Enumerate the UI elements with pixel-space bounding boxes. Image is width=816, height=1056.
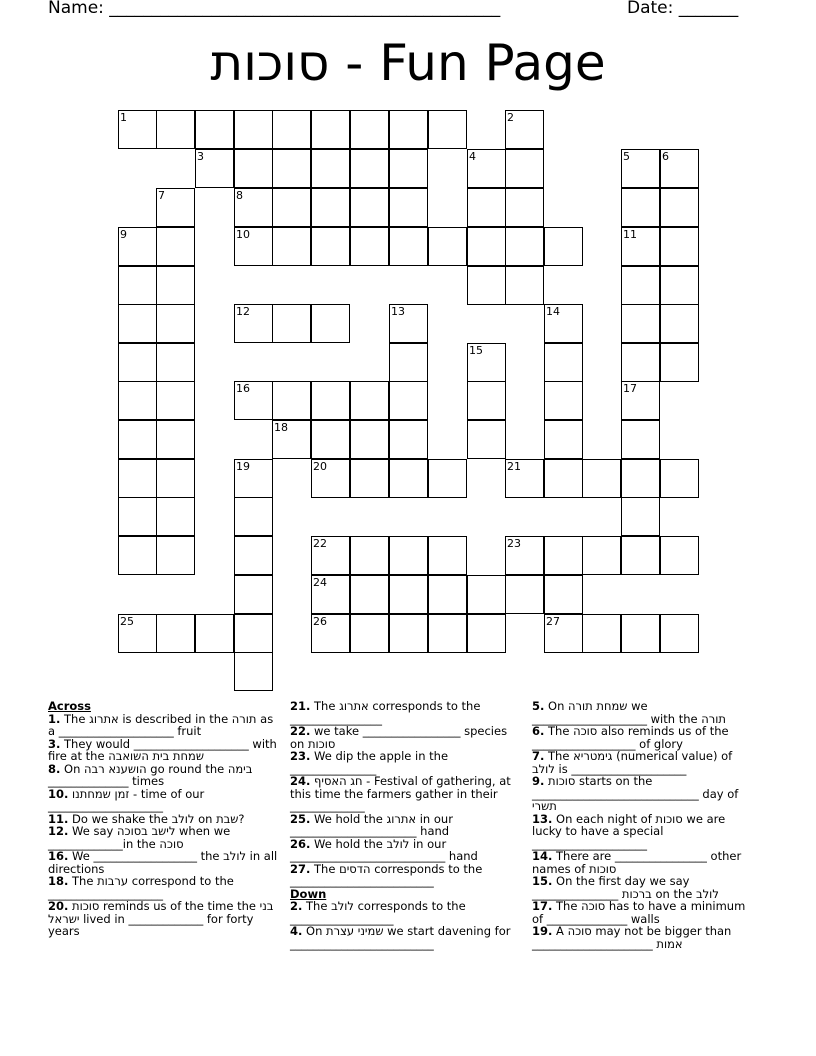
clue-number-20: 20	[313, 460, 327, 473]
clue-number-18: 18	[274, 421, 288, 434]
clue-text: זמן שמחתנו - time of our ____________________	[48, 786, 208, 813]
crossword-cell[interactable]	[156, 304, 195, 343]
crossword-cell[interactable]	[544, 459, 583, 498]
crossword-cell[interactable]	[311, 149, 350, 188]
crossword-cell[interactable]	[350, 110, 389, 149]
crossword-cell[interactable]	[118, 304, 157, 343]
clue-item	[290, 813, 515, 838]
clue-number-27: 27	[546, 615, 560, 628]
crossword-cell[interactable]	[156, 536, 195, 575]
crossword-cell[interactable]	[118, 536, 157, 575]
clue-text: we take _________________ species on סוכות	[290, 724, 511, 751]
crossword-cell[interactable]	[118, 343, 157, 382]
crossword-cell[interactable]	[660, 266, 699, 305]
clue-item	[290, 750, 515, 775]
crossword-cell[interactable]	[505, 575, 544, 614]
clue-text: On הושענא רבה go round the בימה ______________ times	[48, 761, 257, 788]
clue-text: They would ____________________ with fire at the שמחת בית השואבה	[48, 736, 281, 763]
clue-text: We dip the apple in the _______________	[290, 749, 452, 776]
date-field[interactable]: Date: _______	[627, 0, 739, 18]
crossword-cell[interactable]	[660, 459, 699, 498]
clue-item	[48, 763, 278, 788]
crossword-cell[interactable]	[350, 227, 389, 266]
crossword-cell[interactable]	[621, 459, 660, 498]
crossword-cell[interactable]	[621, 420, 660, 459]
clues-column-3	[532, 700, 754, 950]
crossword-cell[interactable]	[118, 420, 157, 459]
crossword-cell[interactable]	[544, 420, 583, 459]
clue-number-24: 24	[313, 576, 327, 589]
clue-text: We hold the לולב in our ___________________________ hand	[290, 836, 478, 863]
clue-number-14: 14	[546, 305, 560, 318]
clue-item	[290, 700, 515, 725]
clue-item	[532, 850, 754, 875]
clue-number-1: 1	[120, 111, 127, 124]
clue-number: 13.	[532, 811, 553, 826]
clue-item	[290, 925, 515, 950]
crossword-cell[interactable]	[660, 227, 699, 266]
crossword-cell[interactable]	[505, 188, 544, 227]
crossword-cell[interactable]	[389, 614, 428, 653]
crossword-cell[interactable]	[234, 110, 273, 149]
crossword-cell[interactable]	[660, 343, 699, 382]
crossword-cell[interactable]	[350, 420, 389, 459]
crossword-cell[interactable]	[544, 536, 583, 575]
crossword-cell[interactable]	[195, 614, 234, 653]
clue-number: 21.	[290, 699, 311, 713]
crossword-cell[interactable]	[234, 497, 273, 536]
clue-number: 25.	[290, 811, 311, 826]
crossword-cell[interactable]	[428, 110, 467, 149]
crossword-cell[interactable]	[544, 343, 583, 382]
clue-number-5: 5	[623, 150, 630, 163]
crossword-cell[interactable]	[621, 188, 660, 227]
clues-column-1	[48, 699, 281, 938]
crossword-cell[interactable]	[234, 575, 273, 614]
crossword-cell[interactable]	[272, 188, 311, 227]
crossword-cell[interactable]	[544, 575, 583, 614]
crossword-cell[interactable]	[428, 536, 467, 575]
clue-item	[48, 900, 278, 938]
clue-item	[48, 736, 281, 763]
clue-item	[532, 925, 754, 950]
crossword-cell[interactable]	[350, 381, 389, 420]
crossword-cell[interactable]	[272, 304, 311, 343]
crossword-cell[interactable]	[389, 381, 428, 420]
crossword-cell[interactable]	[118, 459, 157, 498]
clue-number: 1.	[48, 711, 61, 726]
down-heading: Down	[290, 886, 327, 901]
crossword-cell[interactable]	[118, 266, 157, 305]
clue-item	[532, 775, 754, 813]
crossword-cell[interactable]	[660, 188, 699, 227]
clue-number: 22.	[290, 724, 311, 738]
clue-text: The לולב corresponds to the __________________	[290, 899, 470, 926]
crossword-cell[interactable]	[156, 381, 195, 420]
crossword-cell[interactable]	[467, 188, 506, 227]
crossword-cell[interactable]	[428, 575, 467, 614]
crossword-cell[interactable]	[621, 304, 660, 343]
clue-number: 27.	[290, 861, 311, 876]
clue-text: We say לישב בסוכה when we _____________in the סוכה	[48, 824, 234, 851]
clue-item	[532, 700, 754, 725]
clue-number-9: 9	[120, 228, 127, 241]
crossword-cell[interactable]	[428, 459, 467, 498]
crossword-cell[interactable]	[156, 497, 195, 536]
clue-number-11: 11	[623, 228, 637, 241]
crossword-cell[interactable]	[350, 459, 389, 498]
crossword-cell[interactable]	[272, 149, 311, 188]
crossword-cell[interactable]	[582, 614, 621, 653]
crossword-cell[interactable]	[467, 381, 506, 420]
clue-item	[290, 838, 515, 863]
crossword-cell[interactable]	[350, 149, 389, 188]
crossword-cell[interactable]	[156, 266, 195, 305]
clue-text: חג האסיף - Festival of gathering, at this time the farmers gather in their _____________	[290, 774, 515, 813]
crossword-cell[interactable]	[234, 149, 273, 188]
clue-number: 12.	[48, 824, 69, 838]
clue-item	[48, 788, 278, 813]
across-heading: Across	[48, 699, 91, 713]
crossword-cell[interactable]	[195, 110, 234, 149]
crossword-cell[interactable]	[350, 614, 389, 653]
crossword-cell[interactable]	[544, 227, 583, 266]
clue-text: On the first day we say _______________ ברכות on the לולב	[532, 874, 719, 901]
clue-number: 7.	[532, 749, 545, 763]
clue-number-26: 26	[313, 615, 327, 628]
clue-number-8: 8	[236, 189, 243, 202]
crossword-cell[interactable]	[389, 575, 428, 614]
crossword-cell[interactable]	[350, 575, 389, 614]
clue-number-4: 4	[469, 150, 476, 163]
crossword-cell[interactable]	[272, 110, 311, 149]
clue-item	[290, 775, 515, 813]
clue-number: 10.	[48, 786, 69, 801]
clue-number: 5.	[532, 699, 545, 713]
clue-item	[532, 813, 754, 851]
clue-number: 19.	[532, 924, 553, 938]
clue-text: On each night of סוכות we are lucky to have a special ____________________	[532, 811, 729, 851]
crossword-cell[interactable]	[272, 381, 311, 420]
crossword-cell[interactable]	[582, 536, 621, 575]
page-title: סוכות - Fun Page	[210, 34, 606, 92]
clue-number-10: 10	[236, 228, 250, 241]
name-field[interactable]: Name: ______________________________________________	[48, 0, 501, 18]
crossword-cell[interactable]	[156, 420, 195, 459]
clue-item	[48, 825, 278, 850]
clue-number: 4.	[290, 924, 303, 938]
crossword-cell[interactable]	[467, 575, 506, 614]
crossword-cell[interactable]	[350, 536, 389, 575]
crossword-cell[interactable]	[660, 536, 699, 575]
clue-number: 3.	[48, 736, 61, 751]
clue-number: 20.	[48, 899, 69, 913]
crossword-cell[interactable]	[621, 266, 660, 305]
clue-number-2: 2	[507, 111, 514, 124]
clue-number-17: 17	[623, 382, 637, 395]
crossword-cell[interactable]	[389, 420, 428, 459]
clue-text: The הדסים corresponds to the _________________________	[290, 861, 486, 888]
crossword-cell[interactable]	[505, 266, 544, 305]
clue-text: The גימטריא (numerical value) of לולב is ____________________	[532, 749, 736, 776]
crossword-cell[interactable]	[389, 188, 428, 227]
clue-text: סוכות starts on the _____________________________ day of תשרי	[532, 774, 742, 813]
crossword-cell[interactable]	[311, 110, 350, 149]
crossword-cell[interactable]	[621, 614, 660, 653]
clue-text: A סוכה may not be bigger than _____________________ אמות	[532, 924, 735, 951]
clue-text: The סוכה also reminds us of the __________________ of glory	[532, 724, 733, 751]
clue-number: 17.	[532, 899, 553, 913]
crossword-cell[interactable]	[389, 459, 428, 498]
clue-number-19: 19	[236, 460, 250, 473]
clue-number: 9.	[532, 774, 545, 788]
crossword-cell[interactable]	[156, 110, 195, 149]
crossword-cell[interactable]	[311, 381, 350, 420]
crossword-cell[interactable]	[467, 227, 506, 266]
clue-number-23: 23	[507, 537, 521, 550]
crossword-cell[interactable]	[467, 266, 506, 305]
clue-number-21: 21	[507, 460, 521, 473]
clue-item	[532, 725, 754, 750]
clue-text: The אתרוג is described in the תורה as a ____________________ fruit	[48, 711, 277, 738]
clue-item	[48, 875, 278, 900]
crossword-cell[interactable]	[389, 227, 428, 266]
crossword-cell[interactable]	[350, 188, 389, 227]
crossword-cell[interactable]	[234, 614, 273, 653]
crossword-cell[interactable]	[311, 420, 350, 459]
crossword-cell[interactable]	[467, 420, 506, 459]
crossword-cell[interactable]	[389, 343, 428, 382]
crossword-cell[interactable]	[234, 536, 273, 575]
clue-number: 2.	[290, 899, 303, 913]
crossword-cell[interactable]	[467, 614, 506, 653]
crossword-cell[interactable]	[544, 381, 583, 420]
crossword-cell[interactable]	[311, 227, 350, 266]
clue-number-15: 15	[469, 344, 483, 357]
clue-number-16: 16	[236, 382, 250, 395]
crossword-cell[interactable]	[621, 497, 660, 536]
clue-number-25: 25	[120, 615, 134, 628]
crossword-cell[interactable]	[156, 614, 195, 653]
clue-number: 8.	[48, 761, 61, 776]
clue-item	[532, 900, 754, 925]
clue-item	[48, 713, 278, 738]
clue-item	[290, 863, 515, 888]
clue-text: The סוכה has to have a minimum of ______________ walls	[532, 899, 749, 926]
clue-text: The אתרוג corresponds to the ________________	[290, 699, 485, 726]
crossword-cell[interactable]	[156, 227, 195, 266]
crossword-cell[interactable]	[621, 343, 660, 382]
clue-number-12: 12	[236, 305, 250, 318]
crossword-cell[interactable]	[272, 227, 311, 266]
clue-item	[532, 875, 754, 900]
clue-item	[290, 900, 515, 925]
crossword-cell[interactable]	[582, 459, 621, 498]
clues-column-2	[290, 700, 515, 950]
clue-number-13: 13	[391, 305, 405, 318]
crossword-cell[interactable]	[118, 497, 157, 536]
clue-number-6: 6	[662, 150, 669, 163]
clue-text: We hold the אתרוג in our ______________________ hand	[290, 811, 457, 838]
clue-text: There are ________________ other names of סוכות	[532, 849, 745, 876]
crossword-cell[interactable]	[156, 343, 195, 382]
crossword-cell[interactable]	[311, 188, 350, 227]
clue-text: On שמיני עצרת we start davening for _________________________	[290, 924, 515, 951]
crossword-cell[interactable]	[234, 652, 273, 691]
crossword-cell[interactable]	[505, 149, 544, 188]
crossword-cell[interactable]	[428, 614, 467, 653]
clue-number-7: 7	[158, 189, 165, 202]
clue-number: 15.	[532, 874, 553, 888]
crossword-cell[interactable]	[660, 304, 699, 343]
crossword-cell[interactable]	[311, 304, 350, 343]
crossword-cell[interactable]	[389, 110, 428, 149]
clue-text: On שמחת תורה we ____________________ with the תורה	[532, 699, 726, 726]
clue-number: 18.	[48, 874, 69, 888]
clue-number: 6.	[532, 724, 545, 738]
crossword-cell[interactable]	[621, 536, 660, 575]
clue-text: The ערבות correspond to the ____________________	[48, 874, 238, 901]
clue-text: We __________________ the לולב in all directions	[48, 849, 281, 876]
clue-item	[532, 750, 754, 775]
clue-number-22: 22	[313, 537, 327, 550]
crossword-cell[interactable]	[118, 381, 157, 420]
clue-item	[48, 849, 281, 876]
clue-number: 24.	[290, 774, 311, 788]
clue-text: Do we shake the לולב on שבת?	[68, 811, 245, 826]
clue-number-3: 3	[197, 150, 204, 163]
crossword-cell[interactable]	[428, 227, 467, 266]
crossword-cell[interactable]	[389, 149, 428, 188]
clue-text: סוכות reminds us of the time the בני ישראל lived in _____________ for forty years	[48, 899, 278, 938]
crossword-cell[interactable]	[156, 459, 195, 498]
clue-number: 11.	[48, 811, 69, 826]
clue-number: 23.	[290, 749, 311, 763]
clue-number: 26.	[290, 836, 311, 851]
crossword-cell[interactable]	[389, 536, 428, 575]
crossword-cell[interactable]	[505, 227, 544, 266]
clue-item	[290, 725, 515, 750]
clue-number: 14.	[532, 849, 553, 863]
clue-number: 16.	[48, 849, 69, 863]
crossword-cell[interactable]	[660, 614, 699, 653]
